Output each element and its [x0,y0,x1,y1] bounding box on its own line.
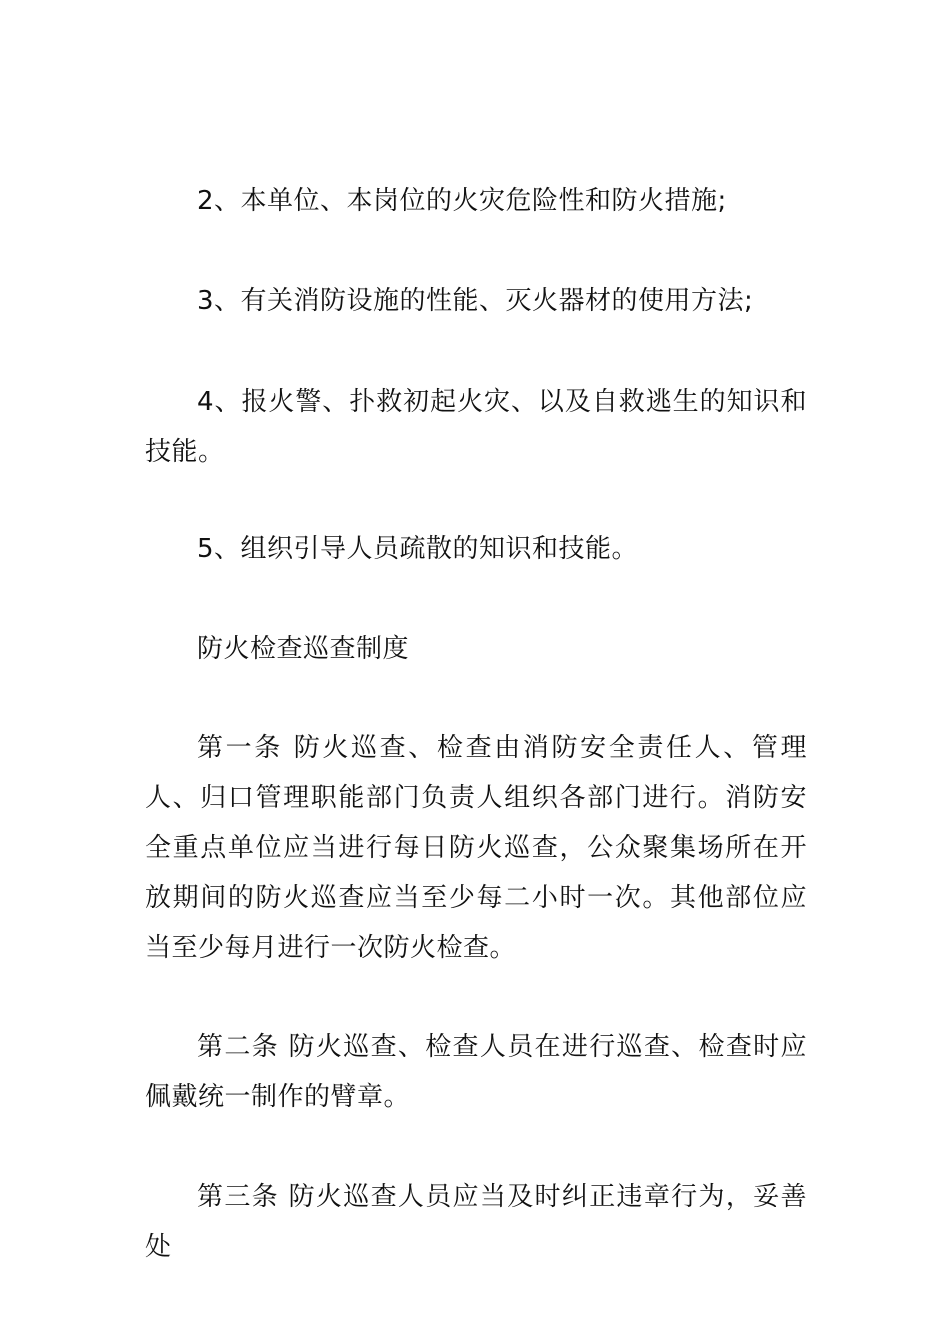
article-3: 第三条 防火巡查人员应当及时纠正违章行为，妥善处 [145,1182,807,1262]
paragraph-training-item-5: 5、组织引导人员疏散的知识和技能。 [197,534,639,564]
section-heading: 防火检查巡查制度 [197,634,410,664]
article-2: 第二条 防火巡查、检查人员在进行巡查、检查时应佩戴统一制作的臂章。 [145,1032,807,1112]
paragraph-training-item-2: 2、本单位、本岗位的火灾危险性和防火措施; [197,186,727,216]
paragraph-training-item-4: 4、报火警、扑救初起火灾、以及自救逃生的知识和技能。 [145,387,807,467]
paragraph-training-item-3: 3、有关消防设施的性能、灭火器材的使用方法; [197,286,754,316]
article-1: 第一条 防火巡查、检查由消防安全责任人、管理人、归口管理职能部门负责人组织各部门进行。消防安全重点单位应当进行每日防火巡查，公众聚集场所在开放期间的防火巡查应当至少每二小时一次。其他部位应当至少每月进行一次防火检查。 [145,733,807,963]
